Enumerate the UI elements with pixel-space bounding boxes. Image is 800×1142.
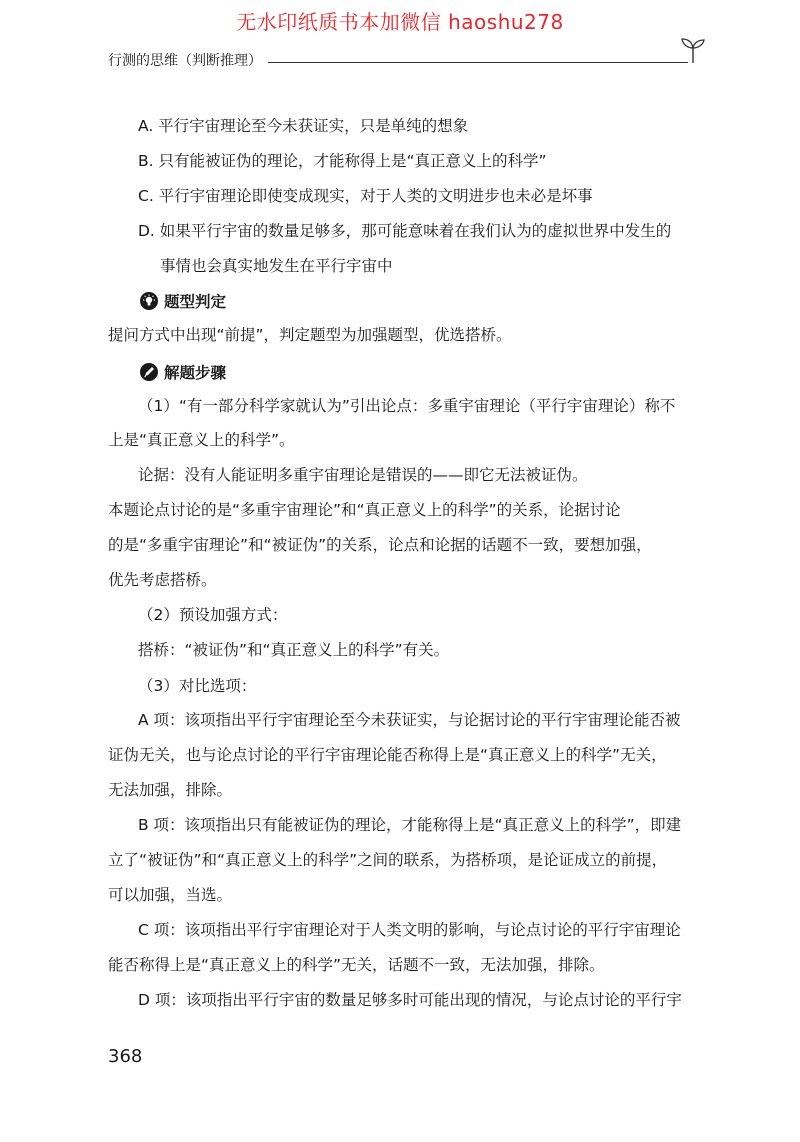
analysis-c-line1: C 项：该项指出平行宇宙理论对于人类文明的影响，与论点讨论的平行宇宙理论: [138, 921, 681, 939]
step1-analysis-line1: 本题论点讨论的是“多重宇宙理论”和“真正意义上的科学”的关系，论据讨论: [108, 501, 621, 519]
section-type-title: 题型判定: [164, 293, 227, 311]
section-type-heading: [140, 290, 226, 312]
pen-icon: [140, 363, 158, 381]
option-b: B. 只有能被证伪的理论，才能称得上是“真正意义上的科学”: [138, 152, 547, 170]
sprout-icon: [680, 36, 706, 68]
option-c: C. 平行宇宙理论即使变成现实，对于人类的文明进步也未必是坏事: [138, 187, 593, 205]
analysis-d-line1: D 项：该项指出平行宇宙的数量足够多时可能出现的情况，与论点讨论的平行宇: [138, 991, 682, 1009]
type-text: 提问方式中出现“前提”，判定题型为加强题型，优选搭桥。: [108, 326, 512, 344]
page-number: 368: [108, 1046, 143, 1067]
header-rule: [268, 62, 688, 63]
header-title: 行测的思维（判断推理）: [108, 53, 262, 69]
step1-analysis-line3: 优先考虑搭桥。: [108, 571, 217, 589]
analysis-b-line2: 立了“被证伪”和“真正意义上的科学”之间的联系，为搭桥项，是论证成立的前提，: [108, 851, 668, 869]
analysis-b-line3: 可以加强，当选。: [108, 886, 233, 904]
option-d-line2: 事情也会真实地发生在平行宇宙中: [160, 257, 393, 275]
lightbulb-icon: [140, 292, 158, 310]
analysis-b-line1: B 项：该项指出只有能被证伪的理论，才能称得上是“真正意义上的科学”，即建: [138, 816, 682, 834]
section-steps-title: 解题步骤: [164, 364, 227, 382]
step1-line1: （1）“有一部分科学家就认为”引出论点：多重宇宙理论（平行宇宙理论）称不: [138, 397, 676, 415]
watermark-text: 无水印纸质书本加微信 haoshu278: [236, 10, 564, 34]
step3-heading: （3）对比选项：: [138, 677, 257, 695]
step2-heading: （2）预设加强方式：: [138, 606, 288, 624]
analysis-a-line3: 无法加强，排除。: [108, 781, 233, 799]
step1-line2: 上是“真正意义上的科学”。: [108, 431, 295, 449]
step2-bridge: 搭桥：“被证伪”和“真正意义上的科学”有关。: [138, 641, 450, 659]
analysis-a-line2: 证伪无关，也与论点讨论的平行宇宙理论能否称得上是“真正意义上的科学”无关，: [108, 746, 667, 764]
analysis-c-line2: 能否称得上是“真正意义上的科学”无关，话题不一致，无法加强，排除。: [108, 956, 605, 974]
section-steps-heading: [140, 361, 226, 383]
step1-evidence: 论据：没有人能证明多重宇宙理论是错误的——即它无法被证伪。: [138, 466, 588, 484]
analysis-a-line1: A 项：该项指出平行宇宙理论至今未获证实，与论据讨论的平行宇宙理论能否被: [138, 711, 681, 729]
step1-analysis-line2: 的是“多重宇宙理论”和“被证伪”的关系，论点和论据的话题不一致，要想加强，: [108, 536, 652, 554]
page-header: [108, 50, 708, 74]
option-a: A. 平行宇宙理论至今未获证实，只是单纯的想象: [138, 117, 469, 135]
option-d-line1: D. 如果平行宇宙的数量足够多，那可能意味着在我们认为的虚拟世界中发生的: [138, 222, 672, 240]
